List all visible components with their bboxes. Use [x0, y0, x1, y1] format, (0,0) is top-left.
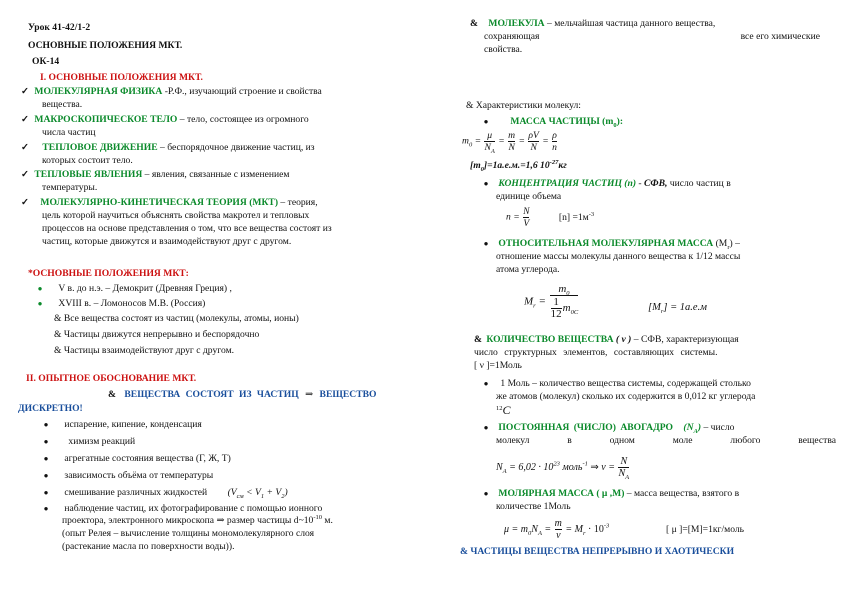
fraction: [484, 130, 494, 153]
def-text-cont: атома углерода.: [496, 263, 560, 275]
formula-part: n: [506, 211, 511, 223]
def-term: МОЛЕКУЛЯРНО-КИНЕТИЧЕСКАЯ ТЕОРИЯ (МКТ): [40, 197, 279, 209]
avogadro-def: [480, 422, 836, 448]
def-text: все его химические: [740, 30, 820, 42]
def-text: -Р.Ф., изучающий строение и свойства: [162, 86, 322, 97]
def-item-mkt: [18, 197, 428, 210]
characteristics-heading: & Характеристики молекул:: [466, 100, 581, 111]
formula-sub: 0: [566, 290, 570, 298]
def-text: вещества: [798, 434, 836, 446]
element-symbol: C: [502, 403, 511, 417]
claim-result-cont: ДИСКРЕТНО!: [18, 403, 83, 414]
frac-num: ρ: [552, 130, 557, 141]
fraction: [552, 130, 557, 153]
principle-item: & Частицы движутся непрерывно и беспорядочно: [54, 328, 260, 340]
evidence-text: испарение, кипение, конденсация: [64, 419, 202, 430]
def-term: МОЛЕКУЛА: [488, 18, 545, 29]
def-text: – теория,: [278, 197, 318, 209]
molar-mass-formula: [504, 518, 609, 541]
def-text-cont: процессов на основе представления о том, что все вещества состоят из: [42, 223, 332, 235]
definitions-list: [18, 86, 428, 249]
evidence-text-cont: (растекание масла по поверхности воды)).: [62, 541, 235, 553]
term-sub: r: [727, 243, 730, 251]
exponent: -1: [582, 460, 588, 468]
formula-sub: A: [490, 147, 495, 153]
bullet-icon: ●: [43, 487, 49, 497]
frac-den: [550, 295, 579, 320]
evidence-item: [40, 503, 428, 516]
term-text: МАССА ЧАСТИЦЫ (m: [510, 116, 614, 127]
unit-text: [M: [648, 302, 661, 313]
def-term: ТЕПЛОВОЕ ДВИЖЕНИЕ: [42, 141, 158, 153]
amount-def: [474, 334, 836, 373]
history-list: [34, 283, 232, 311]
unit-text: [n] =1м: [558, 211, 589, 223]
evidence-text: проектора, электронного микроскопа ⇒ размер частицы d~10: [62, 515, 314, 527]
molecule-definition: [470, 18, 836, 57]
bullet-icon: ●: [483, 117, 489, 126]
check-icon: ✓: [20, 113, 30, 125]
def-text: сохраняющая: [484, 30, 540, 42]
frac-num: N: [523, 206, 530, 217]
formula-part: (V: [227, 486, 237, 498]
exponent: 23: [553, 460, 560, 468]
formula-part: N: [618, 468, 626, 479]
def-text: – мельчайшая частица данного вещества,: [544, 18, 716, 29]
def-text: – беспорядочное движение частиц, из: [157, 141, 315, 153]
def-item-thermal-phenomena: [18, 169, 428, 182]
formula-sub: 0C: [570, 309, 579, 317]
molar-mass-def: [480, 488, 836, 514]
exponent: -27: [549, 160, 559, 166]
evidence-item: [40, 419, 428, 432]
def-text-cont: которых состоит тело.: [42, 154, 133, 166]
formula-part: · 10: [585, 523, 604, 535]
def-text-cont: свойства.: [484, 43, 523, 55]
history-item: [34, 298, 232, 311]
evidence-item: [40, 487, 428, 500]
exponent: 12: [496, 404, 503, 412]
frac-den: 12: [550, 308, 562, 320]
fraction: [523, 206, 529, 229]
def-text-cont: число структурных элементов, составляющих системы.: [474, 346, 718, 358]
def-term: КОНЦЕНТРАЦИЯ ЧАСТИЦ (n): [498, 178, 637, 189]
def-term: МОЛЯРНАЯ МАССА: [498, 488, 594, 499]
evidence-text-cont: (опыт Релея – вычисление толщины мономолекулярного слоя: [62, 528, 315, 540]
formula-sub: 2: [281, 492, 285, 500]
def-text: в: [567, 434, 572, 446]
frac-den: [484, 141, 494, 153]
formula-part: m: [562, 302, 571, 315]
claim-result: ВЕЩЕСТВО: [319, 389, 377, 400]
bullet-icon: ●: [43, 470, 49, 480]
formula-part: N: [484, 142, 491, 153]
def-text-cont: же атомов (молекул) сколько их содержится в 0,012 кг углерода: [496, 390, 756, 402]
frac-den: N: [508, 142, 515, 153]
molar-mass-unit: [ μ ]=[M]=1кг/моль: [666, 524, 745, 535]
formula-sub: 0: [528, 529, 532, 537]
def-text: 1 Моль – количество вещества системы, содержащей столько: [500, 378, 751, 389]
principle-item: & Частицы взаимодействуют друг с другом.: [54, 344, 235, 356]
frac-num: ρV: [528, 130, 539, 141]
mass-formula: [462, 130, 558, 153]
evidence-item: [40, 470, 428, 483]
formula-sub: см: [236, 492, 244, 500]
formula-part: m: [462, 135, 469, 147]
fraction: [551, 297, 562, 320]
unit-text: кг: [558, 160, 567, 171]
frac-den: N: [528, 141, 538, 153]
def-text: любого: [730, 434, 761, 446]
formula-part: < V: [243, 486, 261, 498]
bullet-icon: ●: [43, 453, 49, 463]
def-sym: [683, 422, 701, 433]
principle-item: & Все вещества состоят из частиц (молекулы, атомы, ионы): [54, 313, 299, 324]
formula-part: =: [542, 135, 549, 147]
frac-num: N: [620, 456, 628, 467]
def-text-cont: температуры.: [42, 182, 98, 194]
exponent: -3: [603, 522, 610, 530]
def-text: число частиц в: [667, 178, 731, 189]
concentration-formula: n = $\frac{N}{V}$ $[n] =1м^{-3}$: [506, 206, 595, 229]
def-item-macro-body: [18, 114, 428, 127]
evidence-text: зависимость объёма от температуры: [64, 469, 214, 481]
bullet-icon: ●: [43, 436, 49, 446]
frac-den: V: [523, 218, 530, 229]
formula-sub: r: [582, 529, 586, 537]
formula-part: моль: [559, 461, 583, 473]
unit-text: ] = 1а.е.м: [663, 302, 707, 313]
formula-sub: A: [537, 529, 542, 537]
evidence-text: агрегатные состояния вещества (Г, Ж, Т): [64, 452, 231, 464]
check-icon: ✓: [20, 197, 30, 209]
ampersand-marker: &: [108, 389, 116, 400]
fraction: [508, 130, 515, 153]
frac-num: 1: [553, 296, 559, 308]
history-text: V в. до н.э. – Демокрит (Древняя Греция) ,: [58, 283, 232, 294]
avogadro-formula: [496, 456, 630, 479]
formula-part: =: [541, 523, 554, 535]
def-term: МОЛЕКУЛЯРНАЯ ФИЗИКА: [34, 86, 163, 97]
def-text: одном: [609, 434, 635, 446]
def-term: ПОСТОЯННАЯ (ЧИСЛО) АВОГАДРО: [498, 422, 673, 433]
formula-part: =: [605, 461, 618, 473]
term-text: ): [729, 238, 733, 249]
evidence-item: [40, 436, 428, 449]
bullet-icon: ●: [43, 420, 49, 429]
evidence-text: химизм реакций: [68, 435, 136, 447]
bullet-icon: ●: [483, 379, 489, 388]
mass-term: [510, 116, 623, 127]
formula-part: m: [558, 284, 567, 295]
fraction: [528, 130, 538, 153]
check-icon: ✓: [20, 169, 30, 181]
term-text: (N: [683, 422, 694, 433]
def-text-cont: [480, 435, 836, 448]
unit-sub: r: [660, 308, 664, 315]
def-text-cont: частиц, которые движутся и взаимодействуют друг с другом.: [42, 235, 292, 247]
concentration-def: [480, 178, 836, 204]
term-text: ): [697, 422, 702, 433]
frac-num: m: [554, 518, 562, 529]
final-statement: & ЧАСТИЦЫ ВЕЩЕСТВА НЕПРЕРЫВНО И ХАОТИЧЕСКИ: [460, 546, 735, 557]
formula-part: =: [498, 135, 505, 147]
def-text-cont: цель которой научиться объяснять свойства макротел и тепловых: [42, 210, 310, 222]
evidence-text: смешивание различных жидкостей: [64, 486, 208, 498]
unit-sub: 0: [480, 165, 484, 173]
formula-sub: A: [625, 474, 630, 479]
mass-unit: [470, 160, 567, 173]
principles-heading: *ОСНОВНЫЕ ПОЛОЖЕНИЯ МКТ:: [28, 268, 189, 279]
fraction: [555, 518, 562, 541]
def-text: –: [732, 238, 740, 249]
evidence-list: [40, 419, 428, 554]
relative-mass-def: [480, 238, 836, 277]
def-text: – число: [701, 422, 735, 433]
frac-num: μ: [487, 130, 493, 141]
formula-part: = m: [509, 523, 529, 535]
def-sym: ( μ ,M): [593, 488, 625, 499]
frac-den: [618, 467, 629, 479]
principles-list: [54, 313, 299, 358]
ampersand-marker: &: [474, 334, 482, 345]
check-icon: ✓: [20, 86, 30, 97]
mass-heading: [480, 116, 623, 129]
relative-mass-formula: $M_r$ = $m_0$ $\frac{1}{12}$ $m_{0C}$: [524, 284, 579, 320]
lesson-number: Урок 41-42/1-2: [28, 22, 91, 33]
evidence-item: [40, 453, 428, 466]
formula-part: + V: [264, 486, 282, 498]
def-term: ТЕПЛОВЫЕ ЯВЛЕНИЯ: [34, 169, 143, 181]
term-text: ):: [616, 116, 624, 127]
bullet-icon: ●: [483, 239, 489, 248]
term-sub: A: [693, 427, 698, 435]
ok-code: ОК-14: [32, 56, 60, 67]
def-term: КОЛИЧЕСТВО ВЕЩЕСТВА: [486, 334, 614, 345]
formula-sub: r: [533, 302, 536, 310]
page-title: ОСНОВНЫЕ ПОЛОЖЕНИЯ МКТ.: [28, 40, 183, 51]
section2-heading: II. ОПЫТНОЕ ОБОСНОВАНИЕ МКТ.: [26, 373, 197, 384]
exponent: -10: [313, 515, 323, 522]
def-text-cont: [470, 31, 820, 44]
def-sym: [713, 238, 733, 249]
def-text-cont: числа частиц: [42, 126, 96, 138]
bullet-icon: ●: [37, 298, 43, 308]
mole-def: [480, 378, 836, 419]
check-icon: ✓: [20, 141, 30, 153]
bullet-icon: ●: [37, 284, 43, 293]
formula-part: =: [474, 135, 482, 147]
unit-text: [m: [470, 160, 481, 171]
def-text: – СФВ, характеризующая: [633, 334, 739, 345]
def-sym: ( ν ): [613, 334, 634, 345]
claim-text: ВЕЩЕСТВА СОСТОЯТ ИЗ ЧАСТИЦ: [124, 389, 299, 400]
def-text-cont: единице объема: [496, 190, 562, 202]
def-text: моле: [672, 434, 693, 446]
fraction: [550, 284, 579, 320]
formula-part: =: [518, 135, 525, 147]
bullet-icon: ●: [483, 489, 489, 498]
def-term: ОТНОСИТЕЛЬНАЯ МОЛЕКУЛЯРНАЯ МАССА: [498, 238, 714, 249]
fraction: [618, 456, 629, 479]
def-text-cont: отношение массы молекулы данного вещества к 1/12 массы: [496, 250, 741, 262]
history-text: XVIII в. – Ломоносов М.В. (Россия): [58, 297, 206, 309]
def-text: – явления, связанные с изменением: [142, 169, 290, 181]
discrete-claim: [108, 389, 376, 402]
formula-part: M: [524, 295, 534, 308]
def-text: молекул: [496, 434, 530, 446]
formula-part: ): [284, 486, 288, 498]
def-item-molecular-physics: [18, 86, 428, 99]
exponent: -3: [588, 210, 595, 218]
ampersand-marker: &: [470, 18, 478, 29]
formula-part: N: [496, 461, 503, 473]
def-text: – масса вещества, взятого в: [624, 488, 740, 499]
def-text-cont: вещества.: [42, 98, 83, 110]
relative-mass-unit: [648, 302, 707, 315]
def-text: – тело, состоящее из огромного: [177, 113, 309, 125]
formula-sub: 0: [468, 141, 473, 149]
formula-part: μ: [504, 523, 510, 535]
section1-heading: I. ОСНОВНЫЕ ПОЛОЖЕНИЯ МКТ.: [40, 72, 203, 83]
def-text: -: [636, 178, 645, 189]
evidence-text: наблюдение частиц, их фотографирование с помощью ионного: [64, 502, 323, 514]
def-text-cont: количестве 1Моль: [496, 500, 571, 512]
arrow-icon: ⇒: [305, 389, 314, 400]
bullet-icon: ●: [483, 179, 489, 188]
mix-formula: [228, 487, 288, 498]
frac-num: m: [508, 130, 516, 141]
evidence-text: м.: [322, 515, 333, 527]
frac-den: ν: [556, 530, 561, 541]
def-text: СФВ,: [644, 178, 668, 189]
def-item-thermal-motion: [18, 142, 428, 155]
formula-part: ν: [601, 461, 606, 473]
history-item: [34, 283, 232, 296]
term-sub: 0: [613, 121, 617, 129]
frac-num: [550, 284, 579, 298]
formula-part: = M: [565, 523, 583, 535]
formula-sub: 1: [260, 492, 265, 500]
formula-part: N: [531, 523, 538, 535]
term-text: (M: [713, 238, 728, 249]
formula-sub: A: [502, 467, 507, 475]
bullet-icon: ●: [483, 423, 489, 432]
def-text-cont: [ ν ]=1Моль: [474, 359, 522, 371]
def-term: МАКРОСКОПИЧЕСКОЕ ТЕЛО: [34, 113, 178, 125]
bullet-icon: ●: [43, 503, 49, 513]
evidence-text-cont: [40, 515, 428, 528]
formula-part: = 6,02 · 10: [506, 461, 554, 473]
frac-den: n: [552, 142, 557, 153]
unit-text: ]=1а.е.м.=1,6 10: [483, 160, 550, 171]
concentration-unit: [559, 212, 594, 223]
carbon-symbol: [480, 404, 836, 419]
arrow-icon: ⇒: [587, 461, 602, 473]
